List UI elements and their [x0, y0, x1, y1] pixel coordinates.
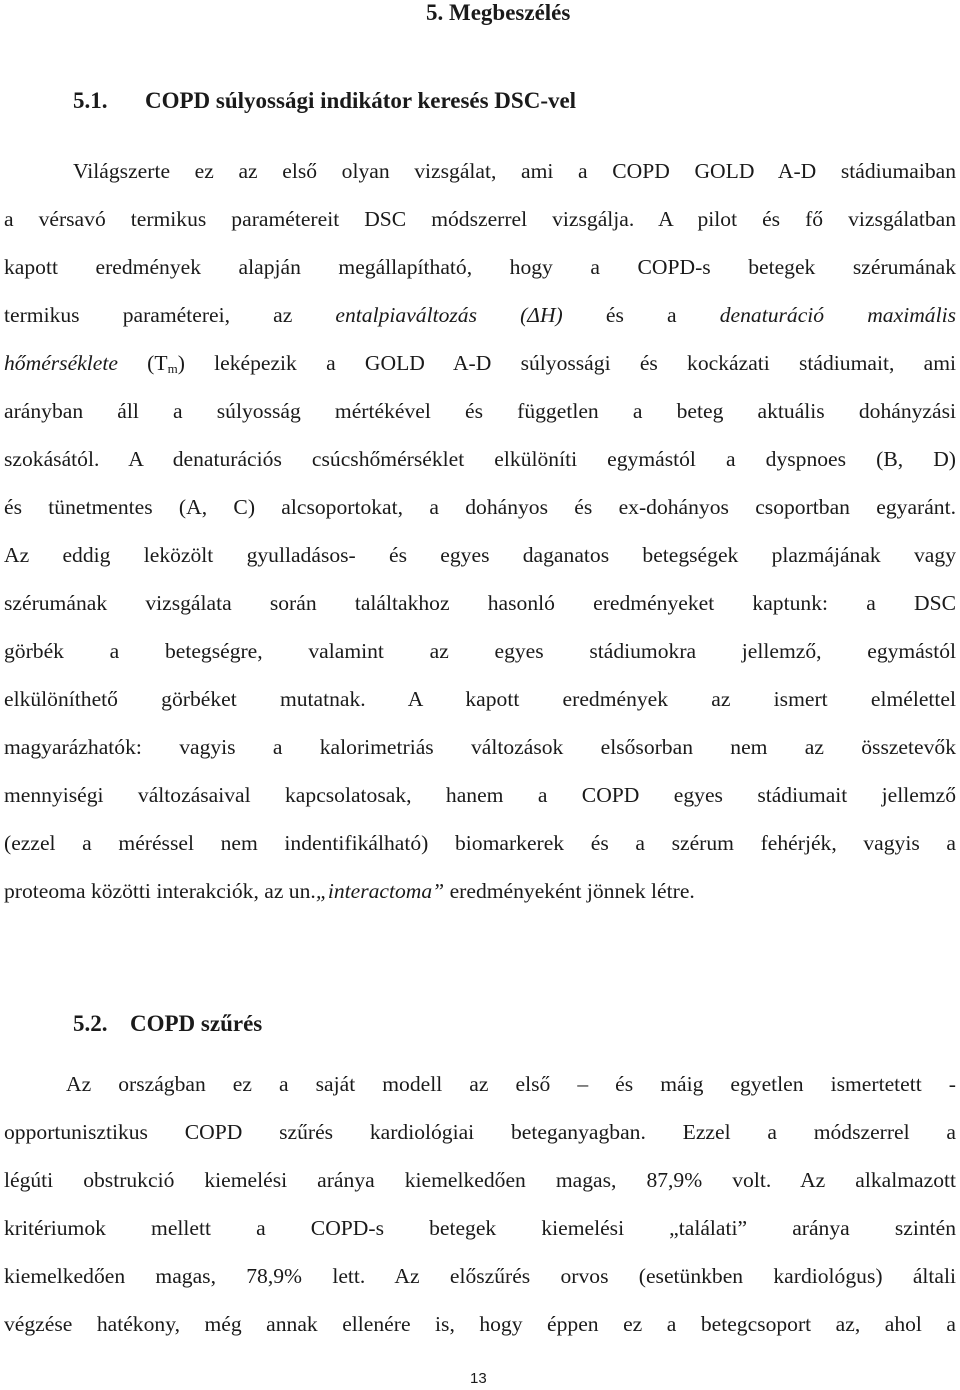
text-run: proteoma közötti interakciók, az un. — [4, 879, 316, 903]
text-line — [4, 876, 956, 906]
subscript: m — [167, 361, 178, 376]
text-run: (T — [117, 351, 168, 375]
text-line: a vérsavó termikus paramétereit DSC módszerrel vizsgálja. A pilot és fő vizsgálatban — [4, 207, 956, 231]
text-line: Világszerte ez az első olyan vizsgálat, ami a COPD GOLD A-D stádiumaiban — [73, 159, 956, 183]
text-line: magyarázhatók: vagyis a kalorimetriás változások elsősorban nem az összetevők — [4, 735, 956, 759]
section-number-5-1: 5.1. — [73, 88, 108, 113]
italic-term: entalpiaváltozás (ΔH) — [335, 303, 563, 327]
text-line: végzése hatékony, még annak ellenére is, hogy éppen ez a betegcsoport az, ahol a — [4, 1312, 956, 1336]
text-line: kapott eredmények alapján megállapítható, hogy a COPD-s betegek szérumának — [4, 255, 956, 279]
text-run: eredményeként jönnek létre. — [444, 879, 695, 903]
text-line: arányban áll a súlyosság mértékével és független a beteg aktuális dohányzási — [4, 399, 956, 423]
text-line: elkülöníthető görbéket mutatnak. A kapott eredmények az ismert elmélettel — [4, 687, 956, 711]
text-line: mennyiségi változásaival kapcsolatosak, hanem a COPD egyes stádiumait jellemző — [4, 783, 956, 807]
text-line: kritériumok mellett a COPD-s betegek kiemelési „találati” aránya szintén — [4, 1216, 956, 1240]
text-line: és tünetmentes (A, C) alcsoportokat, a dohányos és ex-dohányos csoportban egyaránt. — [4, 495, 956, 519]
section-title-5-1: COPD súlyossági indikátor keresés DSC-vel — [145, 88, 577, 113]
text-line: szokásától. A denaturációs csúcshőmérséklet elkülöníti egymástól a dyspnoes (B, D) — [4, 447, 956, 471]
text-line: (ezzel a méréssel nem indentifikálható) biomarkerek és a szérum fehérjék, vagyis a — [4, 831, 956, 855]
page-number: 13 — [470, 1370, 487, 1387]
text-line — [4, 348, 956, 378]
text-line: opportunisztikus COPD szűrés kardiológiai beteganyagban. Ezzel a módszerrel a — [4, 1120, 956, 1144]
italic-term: hőmérséklete — [4, 351, 118, 375]
text-run: termikus paraméterei, az — [4, 303, 336, 327]
text-line — [4, 300, 956, 330]
text-line: Az országban ez a saját modell az első – és máig egyetlen ismertetett - — [66, 1072, 956, 1096]
text-line: görbék a betegségre, valamint az egyes stádiumokra jellemző, egymástól — [4, 639, 956, 663]
text-line: kiemelkedően magas, 78,9% lett. Az előszűrés orvos (esetünkben kardiológus) általi — [4, 1264, 956, 1288]
text-run: ) leképezik a GOLD A-D súlyossági és kockázati stádiumait, ami — [177, 351, 957, 375]
text-run: és a — [562, 303, 720, 327]
text-line: légúti obstrukció kiemelési aránya kiemelkedően magas, 87,9% volt. Az alkalmazott — [4, 1168, 956, 1192]
italic-term: denaturáció maximális — [719, 303, 956, 327]
section-title-5-2: COPD szűrés — [130, 1011, 263, 1036]
text-line: Az eddig leközölt gyulladásos- és egyes daganatos betegségek plazmájának vagy — [4, 543, 956, 567]
section-number-5-2: 5.2. — [73, 1011, 108, 1036]
chapter-heading: 5. Megbeszélés — [426, 0, 571, 25]
italic-term: „interactoma” — [315, 879, 445, 903]
text-line: szérumának vizsgálata során találtakhoz hasonló eredményeket kaptunk: a DSC — [4, 591, 956, 615]
